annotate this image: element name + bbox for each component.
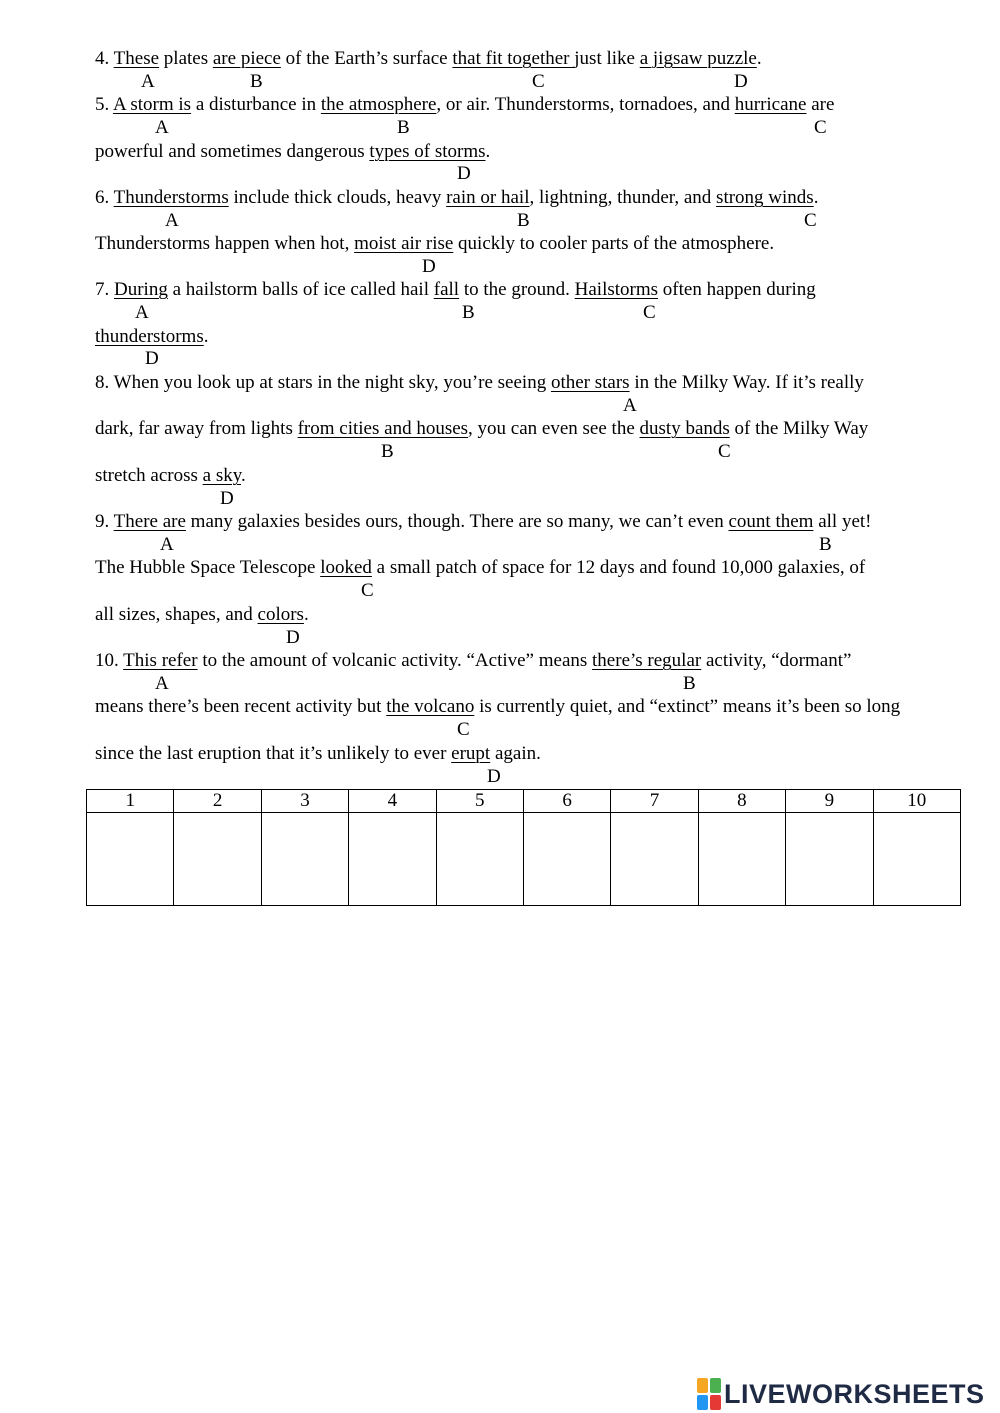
question-9-line-3: all sizes, shapes, and colors. [95,604,309,625]
option-d-text: a jigsaw puzzle [639,48,757,69]
option-b-text: fall [433,279,460,300]
q8-label-b: B [381,441,394,462]
question-9-line-2: The Hubble Space Telescope looked a small patch of space for 12 days and found 10,000 galaxies, of [95,557,866,578]
q6-label-a: A [165,210,179,231]
option-a-text: A storm is [112,94,192,115]
option-a-text: other stars [550,372,630,393]
logo-text: LIVEWORKSHEETS [724,1378,985,1409]
option-b-text: the atmosphere [320,94,437,115]
option-a-text: Thunderstorms [113,187,229,208]
answer-table [86,789,961,906]
q4-label-c: C [532,71,545,92]
q5-label-a: A [155,117,169,138]
question-6-line-2: Thunderstorms happen when hot, moist air rise quickly to cooler parts of the atmosphere. [95,233,775,254]
question-8-line-2: dark, far away from lights from cities and houses, you can even see the dusty bands of the Milky Way [95,418,869,439]
q7-label-b: B [462,302,475,323]
answer-header-7: 7 [611,790,698,813]
option-b-text: rain or hail [446,187,530,208]
answer-cell-3[interactable] [261,813,348,906]
question-5-line-1: 5. A storm is a disturbance in the atmosphere, or air. Thunderstorms, tornadoes, and hurricane are [95,94,835,115]
answer-cell-9[interactable] [786,813,873,906]
question-5-line-2: powerful and sometimes dangerous types of storms. [95,141,491,162]
q6-label-d: D [422,256,436,277]
answer-header-3: 3 [261,790,348,813]
option-d-text: a sky [202,465,241,486]
q9-label-d: D [286,627,300,648]
option-d-text: erupt [451,743,491,764]
q10-label-a: A [155,673,169,694]
answer-header-1: 1 [87,790,174,813]
question-8-line-1: 8. When you look up at stars in the night sky, you’re seeing other stars in the Milky Way. If it’s really [95,372,864,393]
logo-square-4 [710,1395,721,1410]
option-c-text: strong winds [716,187,814,208]
option-c-text: the volcano [386,696,475,717]
q7-label-a: A [135,302,149,323]
answer-header-5: 5 [436,790,523,813]
question-9-line-1: 9. There are many galaxies besides ours, though. There are so many, we can’t even count them all yet! [95,511,872,532]
answer-header-2: 2 [174,790,261,813]
answer-cell-8[interactable] [698,813,785,906]
q9-label-c: C [361,580,374,601]
option-a-text: These [113,48,160,69]
answer-header-4: 4 [349,790,436,813]
option-a-text: During [114,279,168,300]
logo-square-1 [697,1378,708,1393]
q7-label-d: D [145,348,159,369]
option-b-text: are piece [212,48,281,69]
question-7-line-2: thunderstorms. [95,326,209,347]
question-8-line-3: stretch across a sky. [95,465,246,486]
q8-label-d: D [220,488,234,509]
q8-label-c: C [718,441,731,462]
answer-cell-1[interactable] [87,813,174,906]
logo-square-3 [697,1395,708,1410]
answer-header-6: 6 [523,790,610,813]
option-b-text: there’s regular [592,650,702,671]
q8-label-a: A [623,395,637,416]
option-d-text: colors [257,604,304,625]
option-b-text: count them [728,511,814,532]
q5-label-c: C [814,117,827,138]
option-a-text: There are [113,511,186,532]
question-10-line-2: means there’s been recent activity but the volcano is currently quiet, and “extinct” means it’s been so long [95,696,901,717]
answer-header-8: 8 [698,790,785,813]
answer-cell-2[interactable] [174,813,261,906]
question-10-line-1: 10. This refer to the amount of volcanic activity. “Active” means there’s regular activity, “dormant” [95,650,852,671]
q7-label-c: C [643,302,656,323]
q4-label-d: D [734,71,748,92]
liveworksheets-logo [697,1378,985,1410]
q4-label-a: A [141,71,155,92]
option-d-text: types of storms [369,141,486,162]
answer-cell-10[interactable] [873,813,960,906]
option-c-text: Hailstorms [574,279,659,300]
q5-label-b: B [397,117,410,138]
question-10-line-3: since the last eruption that it’s unlikely to ever erupt again. [95,743,541,764]
q6-label-b: B [517,210,530,231]
q10-label-d: D [487,766,501,787]
answer-cell-5[interactable] [436,813,523,906]
option-c-text: that fit together [452,48,575,69]
question-6-line-1: 6. Thunderstorms include thick clouds, heavy rain or hail, lightning, thunder, and strong winds. [95,187,819,208]
q10-label-b: B [683,673,696,694]
q10-label-c: C [457,719,470,740]
question-4-line-1: 4. These plates are piece of the Earth’s surface that fit together just like a jigsaw puzzle. [95,48,762,69]
answer-header-10: 10 [873,790,960,813]
logo-square-2 [710,1378,721,1393]
q5-label-d: D [457,163,471,184]
answer-table-input-row [87,813,961,906]
option-d-text: thunderstorms [95,326,204,347]
option-c-text: hurricane [734,94,807,115]
q6-label-c: C [804,210,817,231]
liveworksheets-logo-icon [697,1378,721,1410]
answer-table-header-row [87,790,961,813]
option-d-text: moist air rise [354,233,454,254]
option-a-text: This refer [123,650,198,671]
question-7-line-1: 7. During a hailstorm balls of ice called hail fall to the ground. Hailstorms often happen during [95,279,816,300]
option-c-text: dusty bands [639,418,730,439]
answer-cell-7[interactable] [611,813,698,906]
option-c-text: looked [320,557,372,578]
q9-label-a: A [160,534,174,555]
answer-cell-4[interactable] [349,813,436,906]
option-b-text: from cities and houses [297,418,469,439]
q4-label-b: B [250,71,263,92]
answer-cell-6[interactable] [523,813,610,906]
answer-header-9: 9 [786,790,873,813]
q9-label-b: B [819,534,832,555]
